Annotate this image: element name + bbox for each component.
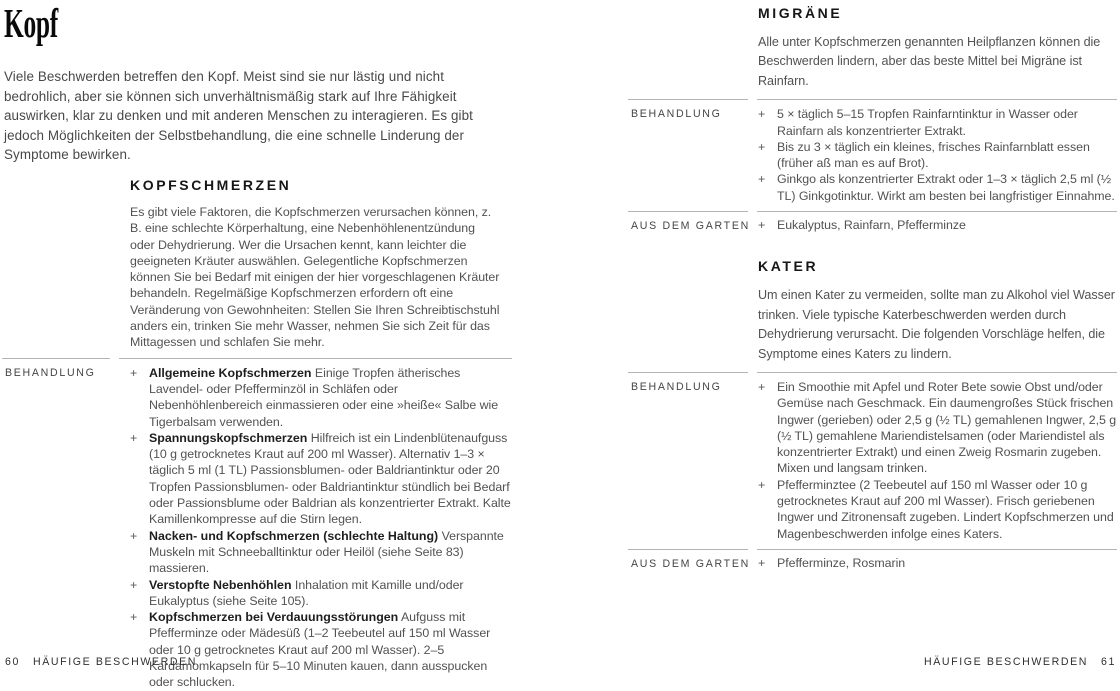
list-item: [758, 171, 1117, 204]
label-column: [628, 100, 757, 120]
section-kater: [628, 259, 1117, 571]
section-heading-migraene: MIGRÄNE: [758, 5, 843, 21]
plus-bullet: +: [130, 577, 138, 592]
list-item-lead: Allgemeine Kopfschmerzen: [149, 365, 312, 380]
garden-list: [757, 550, 1117, 571]
chapter-intro: Viele Beschwerden betreffen den Kopf. Meist sind sie nur lästig und nicht bedrohlich, aber sie können sich unverhältnismäßig stark auf Ihre Fähigkeit auswirken, klar zu denken und mit anderen Menschen zu interagieren. Es gibt jedoch Möglichkeiten der Selbstbehandlung, die eine schnelle Linderung der Symptome bewirken.: [4, 69, 473, 162]
plus-bullet: +: [758, 555, 766, 570]
section-heading-kopfschmerzen: KOPFSCHMERZEN: [130, 177, 292, 193]
label-column: [0, 359, 119, 379]
plus-bullet: +: [758, 477, 766, 492]
list-item: [758, 106, 1117, 139]
list-item: [758, 217, 1117, 233]
treatment-label: BEHANDLUNG: [631, 108, 722, 121]
treatment-label: BEHANDLUNG: [631, 380, 722, 393]
plus-bullet: +: [130, 365, 138, 380]
garden-block-kater: [628, 550, 1117, 571]
section-kopfschmerzen: [0, 178, 512, 691]
label-column: [628, 373, 757, 393]
list-item-text: Ginkgo als konzentrierter Extrakt oder 1–3 × täglich 2,5 ml (½ TL) Ginkgotinktur. Wirkt am besten bei langfristiger Einnahme.: [777, 172, 1115, 203]
treatment-block-kopfschmerzen: [0, 359, 512, 691]
garden-list: [757, 212, 1117, 233]
running-head: HÄUFIGE BESCHWERDEN: [924, 656, 1089, 668]
footer-right: [924, 656, 1116, 668]
garden-label: AUS DEM GARTEN: [631, 557, 750, 570]
chapter-title: Kopf: [4, 0, 58, 46]
section-migraene: [628, 6, 1117, 233]
section-heading-kater: KATER: [758, 258, 819, 275]
list-item-text: 5 × täglich 5–15 Tropfen Rainfarntinktur in Wasser oder Rainfarn als konzentrierter Extrakt.: [777, 107, 1078, 138]
plus-bullet: +: [758, 172, 766, 187]
footer-left: [5, 656, 197, 668]
treatment-list: [757, 100, 1117, 204]
list-item-body: Verspannte Muskeln mit Schneeballtinktur oder Heilöl (siehe Seite 83) massieren.: [149, 528, 504, 576]
list-item: [130, 365, 512, 430]
list-item-text: [149, 577, 512, 610]
list-item-text: [149, 528, 512, 577]
list-item: [758, 139, 1117, 172]
list-item-lead: Kopfschmerzen bei Verdauungsstörungen: [149, 610, 399, 625]
plus-bullet: +: [130, 528, 138, 543]
list-item-text: [149, 430, 512, 528]
list-item: [130, 430, 512, 528]
list-item-body: Einige Tropfen ätherisches Lavendel- oder Pfefferminzöl in Schläfen oder Nebenhöhlenbereich einmassieren oder eine »heiße« Salbe wie Tigerbalsam verwenden.: [149, 365, 499, 429]
treatment-block-kater: [628, 373, 1117, 542]
list-item: [758, 555, 1117, 571]
list-item-lead: Verstopfte Nebenhöhlen: [149, 577, 292, 592]
list-item-text: Ein Smoothie mit Apfel und Roter Bete sowie Obst und/oder Gemüse nach Geschmack. Ein daumengroßes Stück frischen Ingwer (gerieben) oder 2,5 g (½ TL) gemahlenen Ingwer, 2,5 g (½ TL) gemahlene Mariendistelsamen (oder Mariendistel als konzentrierter Extrakt) und einen Zweig Rosmarin zugeben. Mixen und langsam trinken.: [777, 379, 1117, 476]
label-column: [628, 212, 757, 232]
right-column: [628, 6, 1117, 571]
list-item: [758, 379, 1117, 477]
list-item-text: Pfefferminze, Rosmarin: [777, 555, 906, 570]
list-item: [758, 477, 1117, 542]
treatment-list: [119, 359, 512, 691]
list-item: [130, 577, 512, 610]
plus-bullet: +: [130, 610, 138, 625]
section-intro: Um einen Kater zu vermeiden, sollte man zu Alkohol viel Wasser trinken. Viele typische Katerbeschwerden werden durch Dehydrierung verursacht. Die folgenden Vorschläge helfen, die Symptome eines Katers zu lindern.: [758, 288, 1115, 361]
list-item: [130, 609, 512, 690]
list-item-text: Eukalyptus, Rainfarn, Pfefferminze: [777, 218, 966, 232]
running-head: HÄUFIGE BESCHWERDEN: [32, 656, 197, 668]
list-item-body: Hilfreich ist ein Lindenblütenaufguss (10 g getrocknetes Kraut auf 200 ml Wasser). Alternativ 1–3 × täglich 5 ml (1 TL) Passionsblumen- oder Baldriantinktur oder 20 Tropfen Passionsblumen- oder Baldriantinktur stündlich bei Bedarf oder Passionsblume oder Baldrian als konzentrierter Extrakt. Kalte Kamillenkompresse auf die Stirn legen.: [149, 430, 511, 527]
treatment-list: [757, 373, 1117, 542]
list-item-lead: Spannungskopfschmerzen: [149, 430, 308, 445]
garden-label: AUS DEM GARTEN: [631, 220, 750, 232]
list-item-text: [149, 609, 512, 690]
plus-bullet: +: [758, 139, 766, 154]
treatment-block-migraene: [628, 100, 1117, 204]
label-column: [628, 550, 757, 570]
treatment-label: BEHANDLUNG: [5, 366, 96, 379]
section-intro: Alle unter Kopfschmerzen genannten Heilpflanzen können die Beschwerden lindern, aber das beste Mittel bei Migräne ist Rainfarn.: [758, 35, 1101, 88]
list-item-lead: Nacken- und Kopfschmerzen (schlechte Haltung): [149, 528, 439, 543]
list-item-text: Bis zu 3 × täglich ein kleines, frisches Rainfarnblatt essen (früher aß man es auf Brot).: [777, 139, 1090, 171]
list-item-body: Inhalation mit Kamille und/oder Eukalyptus (siehe Seite 105).: [149, 577, 464, 608]
page-number: 60: [5, 656, 20, 668]
plus-bullet: +: [758, 107, 766, 122]
garden-block-migraene: [628, 212, 1117, 233]
plus-bullet: +: [130, 430, 138, 445]
plus-bullet: +: [758, 218, 766, 232]
list-item-text: [149, 365, 512, 430]
list-item: [130, 528, 512, 577]
section-body: Es gibt viele Faktoren, die Kopfschmerzen verursachen können, z. B. eine schlechte Körperhaltung, eine Nebenhöhlenentzündung oder Dehydrierung. Wer die Ursachen kennt, kann leichter die geeigneten Kräuter auswählen. Gelegentliche Kopfschmerzen können Sie bei Bedarf mit einigen der hier vorgeschlagenen Kräuter behandeln. Regelmäßige Kopfschmerzen erfordern oft eine Veränderung von Gewohnheiten: Stellen Sie Ihren Schreibtischstuhl anders ein, trinken Sie mehr Wasser, nehmen Sie sich Zeit für das Mittagessen und schlafen Sie mehr.: [130, 205, 500, 350]
page-number: 61: [1101, 656, 1116, 668]
list-item-body: Aufguss mit Pfefferminze oder Mädesüß (1–2 Teebeutel auf 150 ml Wasser oder 10 g getrocknetes Kraut auf 200 ml Wasser). 2–5 Kardamomkapseln für 5–10 Minuten kauen, dann ausspucken oder schlucken.: [149, 610, 491, 690]
plus-bullet: +: [758, 379, 766, 394]
list-item-text: Pfefferminztee (2 Teebeutel auf 150 ml Wasser oder 10 g getrocknetes Kraut auf 200 ml Wasser). Frisch geriebenen Ingwer und Zitronensaft zugeben. Lindert Kopfschmerzen und Magenbeschwerden infolge eines Katers.: [777, 477, 1114, 541]
